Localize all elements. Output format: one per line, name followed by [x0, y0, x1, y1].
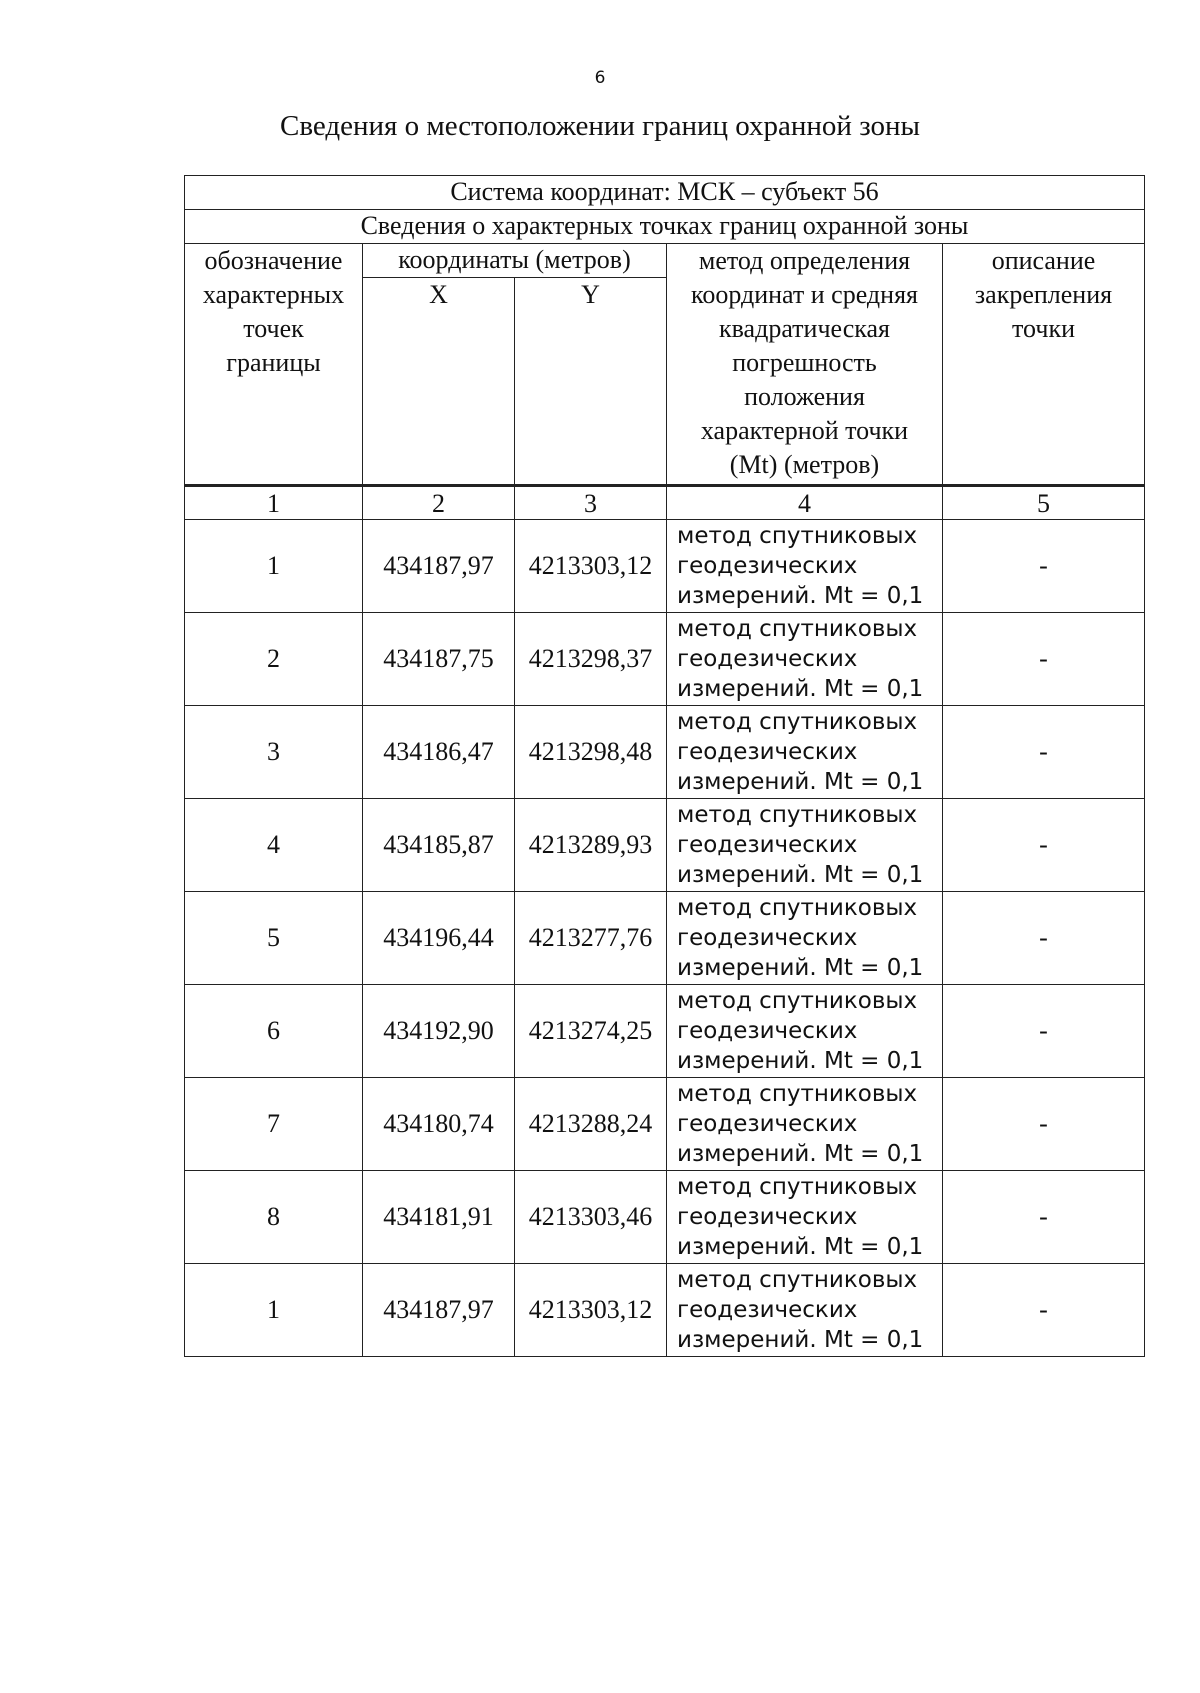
header-method-line: характерной точки — [700, 416, 909, 445]
method-line: геодезических — [677, 739, 858, 765]
header-x: X — [363, 278, 515, 486]
header-description-line: точки — [1012, 314, 1075, 343]
y-coordinate-cell: 4213289,93 — [515, 799, 667, 892]
y-coordinate-cell: 4213298,37 — [515, 613, 667, 706]
coordinate-system-cell: Система координат: МСК – субъект 56 — [185, 176, 1145, 210]
method-cell — [667, 892, 943, 985]
table-row — [185, 520, 1145, 613]
header-description-line: закрепления — [974, 280, 1113, 309]
header-designation-line: характерных — [202, 280, 345, 309]
point-designation-cell: 5 — [185, 892, 363, 985]
method-cell — [667, 1264, 943, 1357]
table-row — [185, 1264, 1145, 1357]
header-designation — [185, 244, 363, 486]
x-coordinate-cell: 434181,91 — [363, 1171, 515, 1264]
method-line: измерений. Mt = 0,1 — [677, 862, 924, 888]
fixing-description-cell: - — [943, 1078, 1145, 1171]
coordinate-system-row — [185, 176, 1145, 210]
method-line: измерений. Mt = 0,1 — [677, 1048, 924, 1074]
header-method — [667, 244, 943, 486]
fixing-description-cell: - — [943, 892, 1145, 985]
page-number: 6 — [594, 68, 606, 88]
point-designation-cell: 7 — [185, 1078, 363, 1171]
method-cell — [667, 799, 943, 892]
header-method-line: координат и средняя — [691, 280, 918, 309]
method-line: геодезических — [677, 1111, 858, 1137]
y-coordinate-cell: 4213303,46 — [515, 1171, 667, 1264]
method-cell — [667, 1078, 943, 1171]
method-line: геодезических — [677, 1018, 858, 1044]
header-method-line: положения — [744, 382, 865, 411]
method-line: измерений. Mt = 0,1 — [677, 1141, 924, 1167]
fixing-description-cell: - — [943, 1171, 1145, 1264]
method-line: метод спутниковых — [677, 1174, 918, 1200]
header-method-line: квадратическая — [718, 314, 891, 343]
column-number: 4 — [667, 486, 943, 520]
point-designation-cell: 8 — [185, 1171, 363, 1264]
method-line: измерений. Mt = 0,1 — [677, 769, 924, 795]
y-coordinate-cell: 4213303,12 — [515, 520, 667, 613]
method-line: измерений. Mt = 0,1 — [677, 955, 924, 981]
x-coordinate-cell: 434187,97 — [363, 520, 515, 613]
table-row — [185, 799, 1145, 892]
header-method-line: погрешность — [732, 348, 877, 377]
method-line: метод спутниковых — [677, 988, 918, 1014]
method-line: измерений. Mt = 0,1 — [677, 583, 924, 609]
method-line: геодезических — [677, 832, 858, 858]
point-designation-cell: 2 — [185, 613, 363, 706]
point-designation-cell: 6 — [185, 985, 363, 1078]
document-title: Сведения о местоположении границ охранной зоны — [279, 110, 920, 142]
method-line: геодезических — [677, 1204, 858, 1230]
header-designation-line: обозначение — [204, 246, 343, 275]
point-designation-cell: 3 — [185, 706, 363, 799]
method-cell — [667, 613, 943, 706]
header-designation-line: границы — [226, 348, 321, 377]
method-line: измерений. Mt = 0,1 — [677, 1234, 924, 1260]
boundary-points-table — [184, 175, 1145, 1357]
table-row — [185, 892, 1145, 985]
header-description — [943, 244, 1145, 486]
x-coordinate-cell: 434196,44 — [363, 892, 515, 985]
header-coordinates: координаты (метров) — [363, 244, 667, 278]
method-line: измерений. Mt = 0,1 — [677, 1327, 924, 1353]
method-line: измерений. Mt = 0,1 — [677, 676, 924, 702]
method-line: геодезических — [677, 553, 858, 579]
header-designation-line: точек — [243, 314, 304, 343]
x-coordinate-cell: 434192,90 — [363, 985, 515, 1078]
fixing-description-cell: - — [943, 520, 1145, 613]
method-line: геодезических — [677, 1297, 858, 1323]
method-line: геодезических — [677, 925, 858, 951]
table-row — [185, 1078, 1145, 1171]
fixing-description-cell: - — [943, 985, 1145, 1078]
column-number: 5 — [943, 486, 1145, 520]
header-description-line: описание — [991, 246, 1096, 275]
y-coordinate-cell: 4213274,25 — [515, 985, 667, 1078]
method-line: метод спутниковых — [677, 1081, 918, 1107]
x-coordinate-cell: 434187,75 — [363, 613, 515, 706]
method-line: метод спутниковых — [677, 1267, 918, 1293]
method-line: геодезических — [677, 646, 858, 672]
points-caption-row — [185, 210, 1145, 244]
point-designation-cell: 4 — [185, 799, 363, 892]
column-number: 3 — [515, 486, 667, 520]
point-designation-cell: 1 — [185, 1264, 363, 1357]
points-caption-cell: Сведения о характерных точках границ охранной зоны — [185, 210, 1145, 244]
table-row — [185, 985, 1145, 1078]
fixing-description-cell: - — [943, 613, 1145, 706]
y-coordinate-cell: 4213277,76 — [515, 892, 667, 985]
method-line: метод спутниковых — [677, 523, 918, 549]
x-coordinate-cell: 434185,87 — [363, 799, 515, 892]
method-line: метод спутниковых — [677, 709, 918, 735]
point-designation-cell: 1 — [185, 520, 363, 613]
table-row — [185, 706, 1145, 799]
method-line: метод спутниковых — [677, 802, 918, 828]
method-cell — [667, 1171, 943, 1264]
y-coordinate-cell: 4213303,12 — [515, 1264, 667, 1357]
column-numbers-row — [185, 486, 1145, 520]
method-cell — [667, 985, 943, 1078]
y-coordinate-cell: 4213298,48 — [515, 706, 667, 799]
column-number: 2 — [363, 486, 515, 520]
y-coordinate-cell: 4213288,24 — [515, 1078, 667, 1171]
fixing-description-cell: - — [943, 1264, 1145, 1357]
fixing-description-cell: - — [943, 799, 1145, 892]
header-y: Y — [515, 278, 667, 486]
method-line: метод спутниковых — [677, 616, 918, 642]
header-method-line: (Mt) (метров) — [729, 450, 880, 479]
x-coordinate-cell: 434180,74 — [363, 1078, 515, 1171]
table-row — [185, 613, 1145, 706]
method-line: метод спутниковых — [677, 895, 918, 921]
table-row — [185, 1171, 1145, 1264]
column-number: 1 — [185, 486, 363, 520]
x-coordinate-cell: 434187,97 — [363, 1264, 515, 1357]
method-cell — [667, 520, 943, 613]
header-method-line: метод определения — [698, 246, 911, 275]
x-coordinate-cell: 434186,47 — [363, 706, 515, 799]
header-row — [185, 244, 1145, 278]
fixing-description-cell: - — [943, 706, 1145, 799]
method-cell — [667, 706, 943, 799]
